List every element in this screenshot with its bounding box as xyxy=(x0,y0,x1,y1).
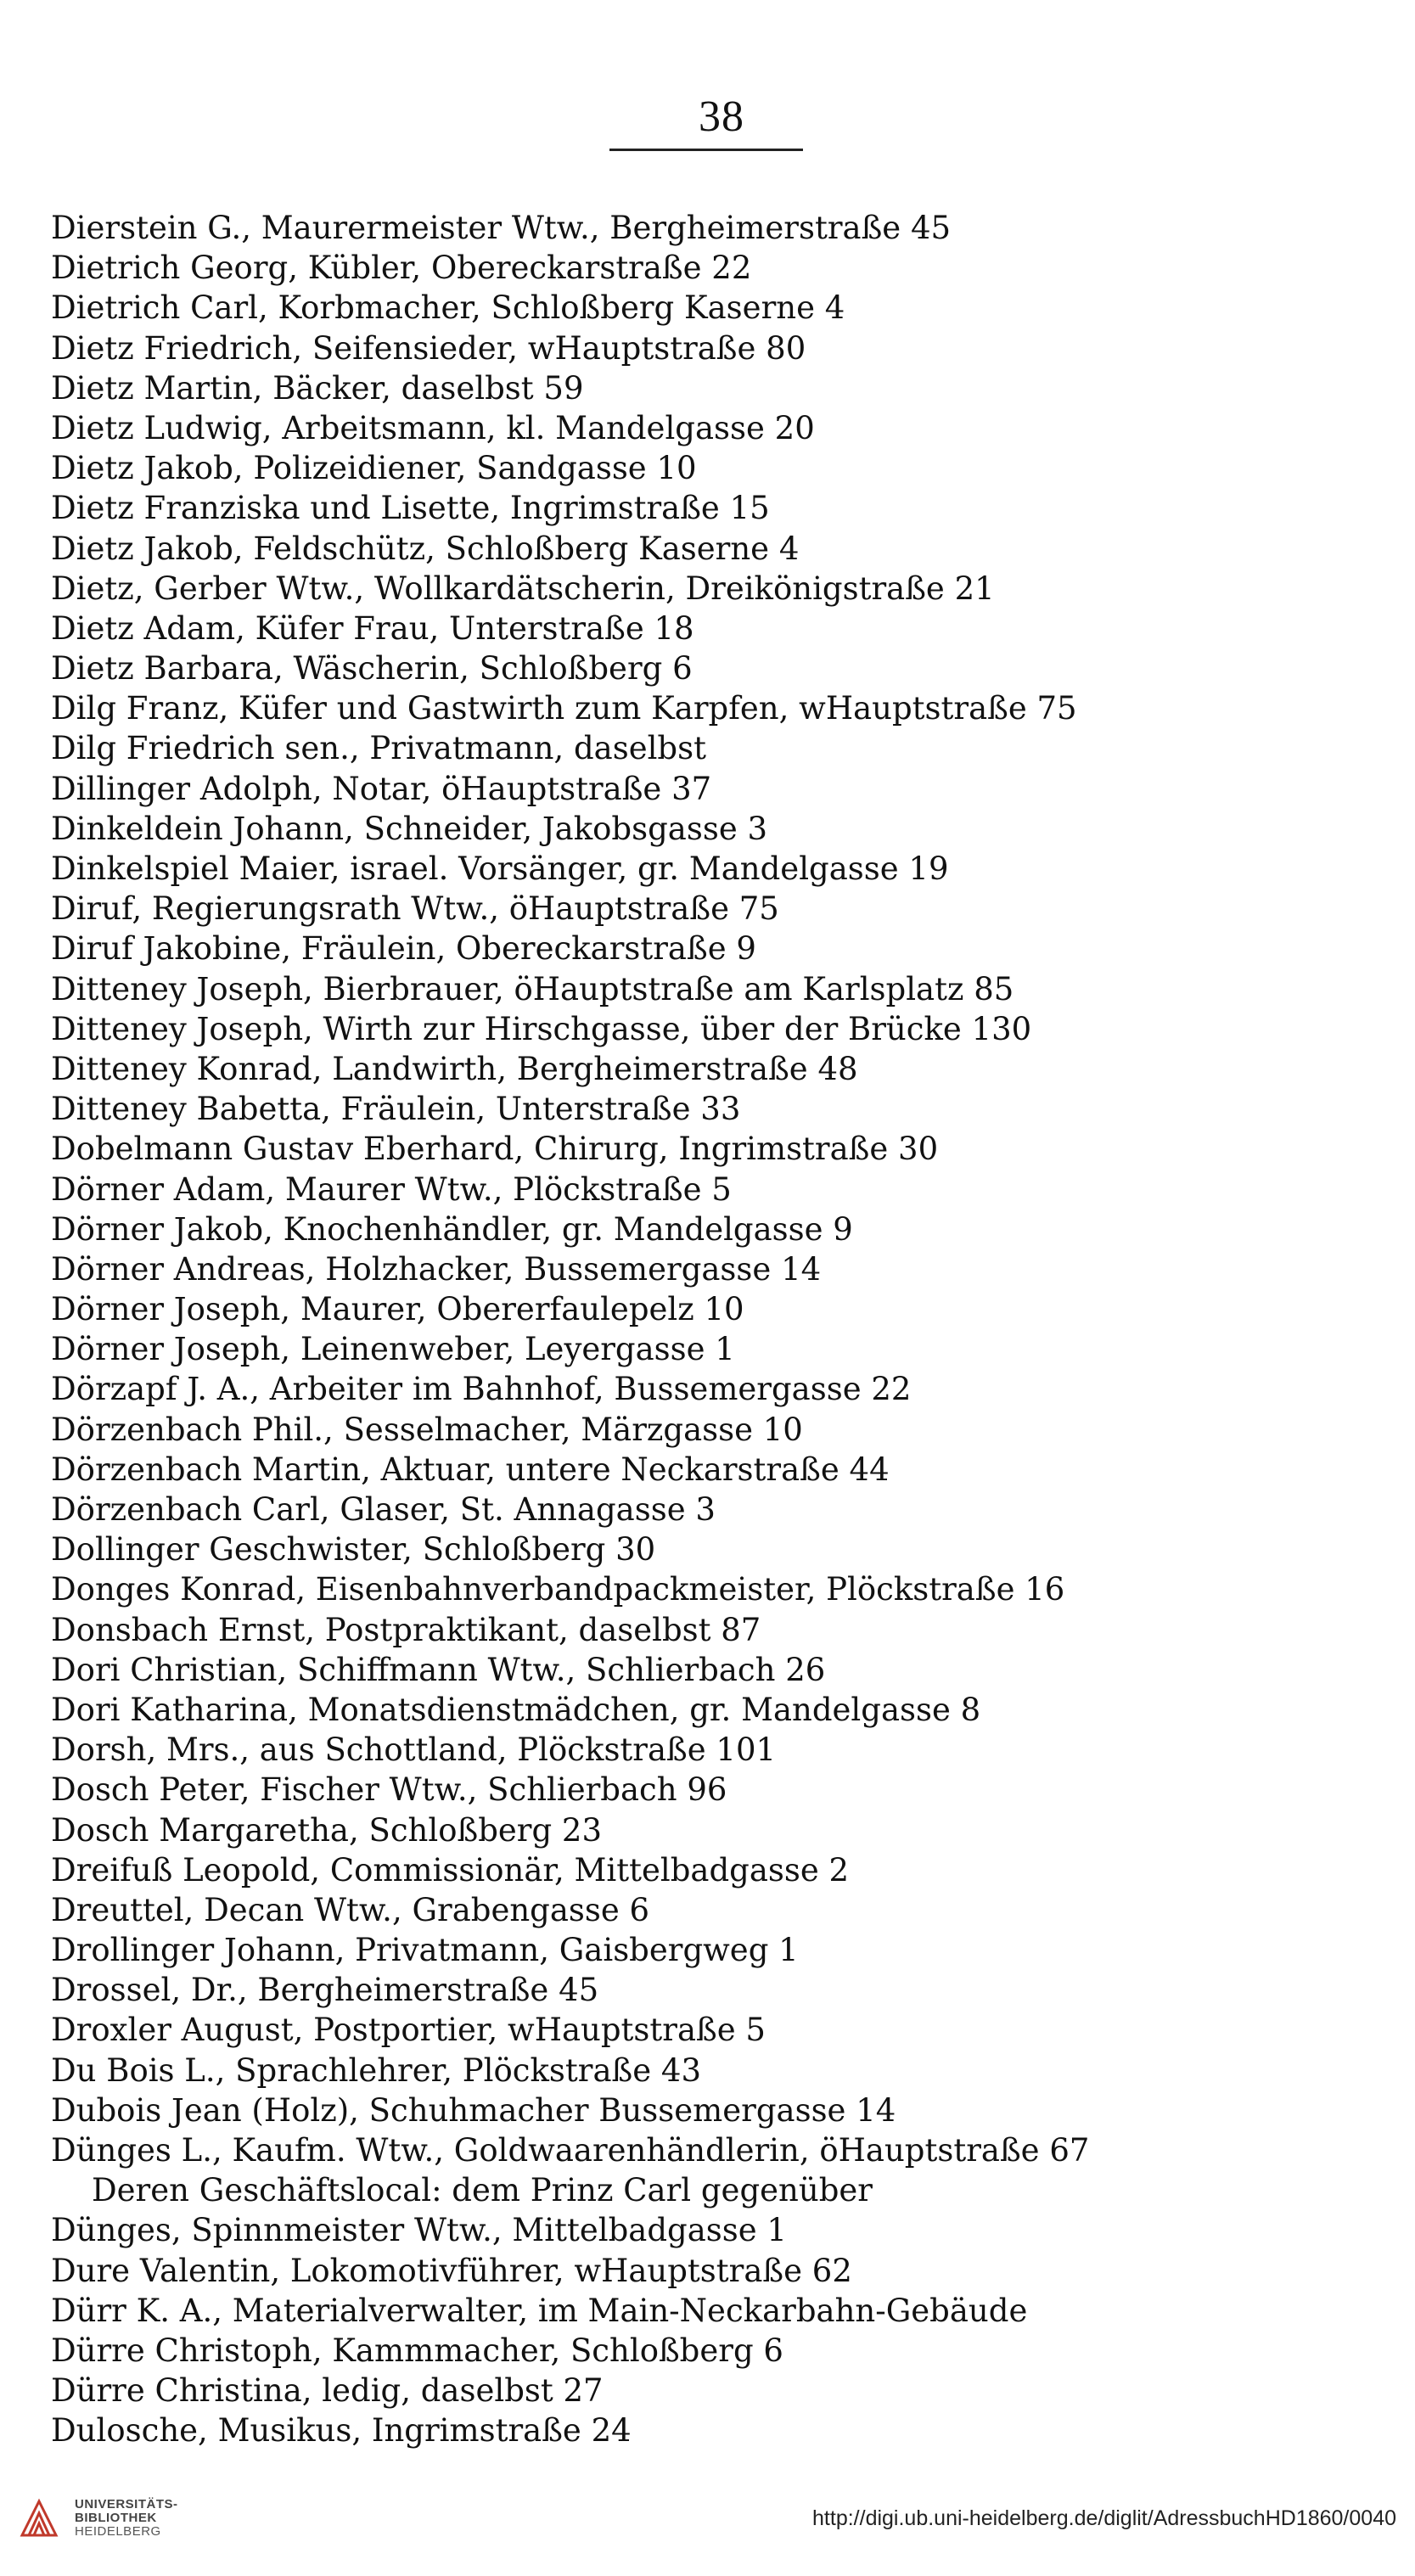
directory-entry: Dierstein G., Maurermeister Wtw., Bergheimerstraße 45 xyxy=(51,210,952,246)
directory-entry: Dürr K. A., Materialverwalter, im Main-Neckarbahn-Gebäude xyxy=(51,2292,1028,2329)
directory-entry: Dörner Joseph, Leinenweber, Leyergasse 1 xyxy=(51,1331,735,1368)
directory-entry: Dillinger Adolph, Notar, öHauptstraße 37 xyxy=(51,770,712,807)
directory-entry: Dörner Joseph, Maurer, Obererfaulepelz 10 xyxy=(51,1291,744,1328)
directory-entry: Dietrich Carl, Korbmacher, Schloßberg Kaserne 4 xyxy=(51,289,845,327)
directory-entry: Donsbach Ernst, Postpraktikant, daselbst 87 xyxy=(51,1611,761,1648)
page-number: 38 xyxy=(699,93,744,141)
directory-entry: Dietz Barbara, Wäscherin, Schloßberg 6 xyxy=(51,650,693,687)
directory-entry: Droxler August, Postportier, wHauptstraße 5 xyxy=(51,2012,766,2049)
institution-line-2: BIBLIOTHEK xyxy=(75,2511,157,2525)
directory-entry: Dörzenbach Martin, Aktuar, untere Neckarstraße 44 xyxy=(51,1451,890,1488)
directory-entry: Dulosche, Musikus, Ingrimstraße 24 xyxy=(51,2412,632,2450)
directory-entry: Ditteney Babetta, Fräulein, Unterstraße 33 xyxy=(51,1091,741,1128)
directory-entry: Donges Konrad, Eisenbahnverbandpackmeister, Plöckstraße 16 xyxy=(51,1571,1065,1608)
directory-entry: Dosch Margaretha, Schloßberg 23 xyxy=(51,1811,602,1849)
directory-entry: Ditteney Joseph, Bierbrauer, öHauptstraße am Karlsplatz 85 xyxy=(51,970,1014,1007)
directory-entry: Dörzenbach Phil., Sesselmacher, Märzgasse 10 xyxy=(51,1411,803,1448)
directory-entry: Dörner Andreas, Holzhacker, Bussemergasse 14 xyxy=(51,1250,822,1288)
directory-entry: Dosch Peter, Fischer Wtw., Schlierbach 96 xyxy=(51,1771,727,1809)
directory-entry: Dori Katharina, Monatsdienstmädchen, gr. Mandelgasse 8 xyxy=(51,1691,981,1728)
directory-entry: Diruf, Regierungsrath Wtw., öHauptstraße 75 xyxy=(51,890,779,928)
directory-entry: Dreuttel, Decan Wtw., Grabengasse 6 xyxy=(51,1891,650,1928)
directory-entry: Dörzenbach Carl, Glaser, St. Annagasse 3 xyxy=(51,1491,716,1528)
directory-entry: Dietz Jakob, Feldschütz, Schloßberg Kaserne 4 xyxy=(51,530,800,567)
directory-entry: Deren Geschäftslocal: dem Prinz Carl gegenüber xyxy=(92,2172,873,2209)
directory-entry: Dietz, Gerber Wtw., Wollkardätscherin, Dreikönigstraße 21 xyxy=(51,570,995,607)
directory-entry: Dorsh, Mrs., aus Schottland, Plöckstraße 101 xyxy=(51,1731,777,1769)
directory-entry: Diruf Jakobine, Fräulein, Obereckarstraße 9 xyxy=(51,930,756,968)
footer xyxy=(0,2489,1415,2576)
directory-entry: Dietz Martin, Bäcker, daselbst 59 xyxy=(51,369,584,407)
directory-entry: Dürre Christoph, Kammmacher, Schloßberg 6 xyxy=(51,2332,783,2369)
directory-entry: Dilg Franz, Küfer und Gastwirth zum Karpfen, wHauptstraße 75 xyxy=(51,690,1077,727)
directory-entry: Dobelmann Gustav Eberhard, Chirurg, Ingrimstraße 30 xyxy=(51,1131,939,1168)
directory-entry: Dilg Friedrich sen., Privatmann, daselbst xyxy=(51,730,706,767)
directory-entry: Dinkelspiel Maier, israel. Vorsänger, gr. Mandelgasse 19 xyxy=(51,850,949,887)
institution-line-3: HEIDELBERG xyxy=(75,2524,161,2539)
directory-entry: Dünges L., Kaufm. Wtw., Goldwaarenhändlerin, öHauptstraße 67 xyxy=(51,2132,1090,2169)
directory-entry: Dietz Jakob, Polizeidiener, Sandgasse 10 xyxy=(51,450,697,487)
directory-entry: Dietz Ludwig, Arbeitsmann, kl. Mandelgasse 20 xyxy=(51,409,815,446)
directory-entry: Dörner Jakob, Knochenhändler, gr. Mandelgasse 9 xyxy=(51,1210,853,1248)
directory-entry: Dörner Adam, Maurer Wtw., Plöckstraße 5 xyxy=(51,1170,732,1208)
directory-entry: Ditteney Joseph, Wirth zur Hirschgasse, über der Brücke 130 xyxy=(51,1010,1032,1047)
directory-entry: Dori Christian, Schiffmann Wtw., Schlierbach 26 xyxy=(51,1651,826,1688)
institution-name xyxy=(75,2498,178,2539)
page-number-rule xyxy=(609,149,803,151)
directory-entries xyxy=(51,208,1375,2451)
directory-entry: Dinkeldein Johann, Schneider, Jakobsgasse 3 xyxy=(51,810,768,847)
source-url[interactable]: http://digi.ub.uni-heidelberg.de/diglit/AdressbuchHD1860/0040 xyxy=(812,2506,1396,2530)
directory-entry: Dietz Adam, Küfer Frau, Unterstraße 18 xyxy=(51,609,694,647)
directory-entry: Dubois Jean (Holz), Schuhmacher Bussemergasse 14 xyxy=(51,2091,896,2129)
directory-entry: Dure Valentin, Lokomotivführer, wHauptstraße 62 xyxy=(51,2252,852,2289)
directory-entry: Drollinger Johann, Privatmann, Gaisbergweg 1 xyxy=(51,1932,799,1969)
directory-entry: Dreifuß Leopold, Commissionär, Mittelbadgasse 2 xyxy=(51,1851,850,1889)
directory-entry: Ditteney Konrad, Landwirth, Bergheimerstraße 48 xyxy=(51,1050,858,1087)
directory-entry: Dietz Franziska und Lisette, Ingrimstraße 15 xyxy=(51,490,770,527)
directory-entry: Dietrich Georg, Kübler, Obereckarstraße 22 xyxy=(51,250,752,287)
directory-entry: Dörzapf J. A., Arbeiter im Bahnhof, Bussemergasse 22 xyxy=(51,1371,912,1408)
directory-entry: Dünges, Spinnmeister Wtw., Mittelbadgasse 1 xyxy=(51,2212,787,2249)
directory-entry: Dürre Christina, ledig, daselbst 27 xyxy=(51,2372,604,2410)
library-logo-icon xyxy=(19,2498,59,2539)
directory-entry: Du Bois L., Sprachlehrer, Plöckstraße 43 xyxy=(51,2051,701,2089)
directory-entry: Dollinger Geschwister, Schloßberg 30 xyxy=(51,1531,656,1569)
institution-line-1: UNIVERSITÄTS- xyxy=(75,2497,178,2511)
directory-entry: Dietz Friedrich, Seifensieder, wHauptstraße 80 xyxy=(51,329,806,367)
directory-entry: Drossel, Dr., Bergheimerstraße 45 xyxy=(51,1972,599,2009)
